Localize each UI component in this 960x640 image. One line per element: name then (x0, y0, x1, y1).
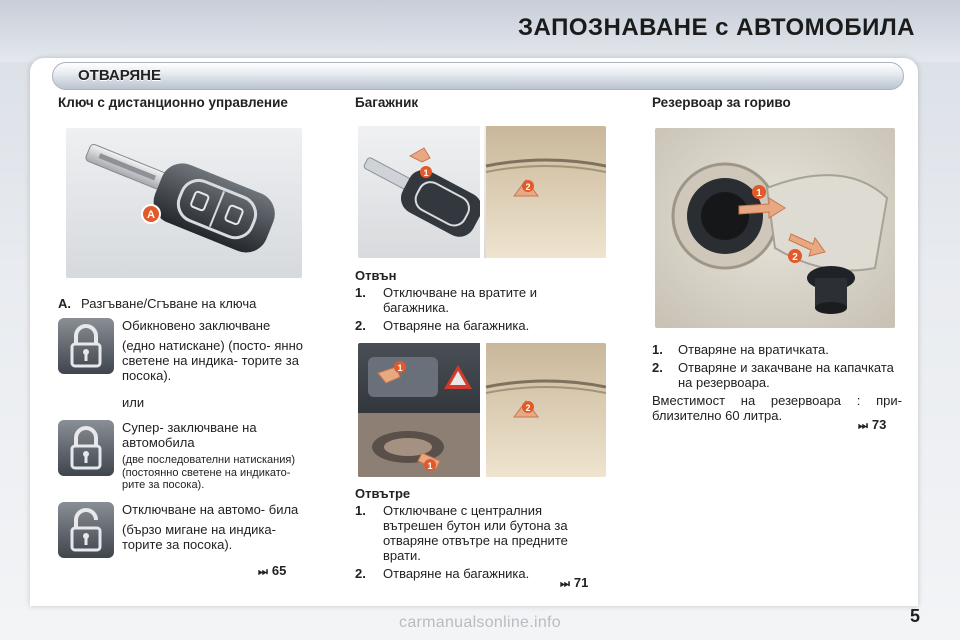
label-a: A. (58, 296, 71, 311)
inside-item-text: Отваряне на багажника. (383, 566, 530, 581)
superlock-desc: (две последователни натискания) (постоянно светене на индикато- рите за посока). (122, 454, 295, 491)
svg-text:A: A (147, 209, 155, 221)
svg-text:2: 2 (792, 252, 798, 263)
trunk-page-ref[interactable] (560, 575, 588, 591)
key-photo (66, 128, 302, 278)
or-label: или (122, 395, 145, 410)
key-caption (58, 296, 308, 311)
lock-desc: (едно натискане) (посто- янно светене на индика- торите за посока). (122, 338, 303, 383)
outside-item-text: Отваряне на багажника. (383, 318, 530, 333)
lock-title: Обикновено заключване (122, 318, 271, 333)
unlock-title: Отключване на автомо- била (122, 502, 299, 517)
lock-icon (58, 318, 114, 374)
trunk-ref-number: 71 (573, 575, 589, 590)
page-title: ЗАПОЗНАВАНЕ с АВТОМОБИЛА (518, 14, 915, 41)
fuel-item-text: Отваряне на вратичката. (678, 342, 829, 357)
superlock-text (122, 420, 312, 492)
unlock-desc: (бързо мигане на индика- торите за посока). (122, 522, 276, 552)
fast-forward-icon: ⏭ (560, 578, 570, 590)
fast-forward-icon: ⏭ (858, 420, 868, 432)
svg-text:2: 2 (525, 403, 531, 413)
fuel-page-ref[interactable] (858, 417, 886, 433)
page-number: 5 (909, 606, 920, 626)
fuel-item (652, 342, 902, 357)
fuel-item (652, 360, 902, 390)
svg-text:1: 1 (756, 188, 762, 199)
fuel-item-text: Отваряне и закачване на капачката на резервоара. (678, 360, 894, 390)
svg-text:1: 1 (423, 168, 429, 178)
inside-item-number: 2. (355, 566, 366, 581)
outside-item (355, 285, 595, 315)
outside-item (355, 318, 595, 333)
outside-item-text: Отключване на вратите и багажника. (383, 285, 537, 315)
fast-forward-icon: ⏭ (258, 566, 268, 578)
fuel-heading: Резервоар за гориво (652, 95, 791, 110)
svg-text:1: 1 (427, 461, 433, 471)
key-ref-number: 65 (271, 563, 287, 578)
fuel-list (652, 342, 902, 423)
outside-list (355, 285, 595, 333)
key-page-ref[interactable] (258, 563, 286, 579)
inside-list (355, 503, 605, 581)
superlock-title: Супер- заключване на автомобила (122, 420, 257, 450)
inside-heading: Отвътре (355, 486, 411, 501)
trunk-inside-photo (358, 343, 606, 477)
fuel-item-number: 1. (652, 342, 663, 357)
key-heading: Ключ с дистанционно управление (58, 95, 288, 110)
trunk-outside-photo (358, 126, 606, 258)
inside-item-text: Отключване с централния вътрешен бутон или бутона за отваряне отвътре на предните врати. (383, 503, 568, 563)
section-title: ОТВАРЯНЕ (78, 67, 161, 84)
unlock-text (122, 502, 307, 552)
section-bar (52, 62, 904, 90)
trunk-heading: Багажник (355, 95, 419, 110)
fuel-photo (655, 128, 895, 328)
fuel-capacity: Вместимост на резервоара : при- близително 60 литра. (652, 393, 902, 423)
outside-item-number: 1. (355, 285, 366, 300)
inside-item (355, 503, 605, 563)
watermark: carmanualsonline.info (399, 614, 561, 631)
fuel-ref-number: 73 (871, 417, 887, 432)
lock-text (122, 318, 307, 383)
caption-a: Разгъване/Сгъване на ключа (81, 296, 257, 311)
svg-text:2: 2 (525, 182, 531, 192)
inside-item-number: 1. (355, 503, 366, 518)
svg-text:1: 1 (397, 363, 403, 373)
fuel-item-number: 2. (652, 360, 663, 375)
outside-item-number: 2. (355, 318, 366, 333)
outside-heading: Отвън (355, 268, 397, 283)
unlock-icon (58, 502, 114, 558)
superlock-icon (58, 420, 114, 476)
